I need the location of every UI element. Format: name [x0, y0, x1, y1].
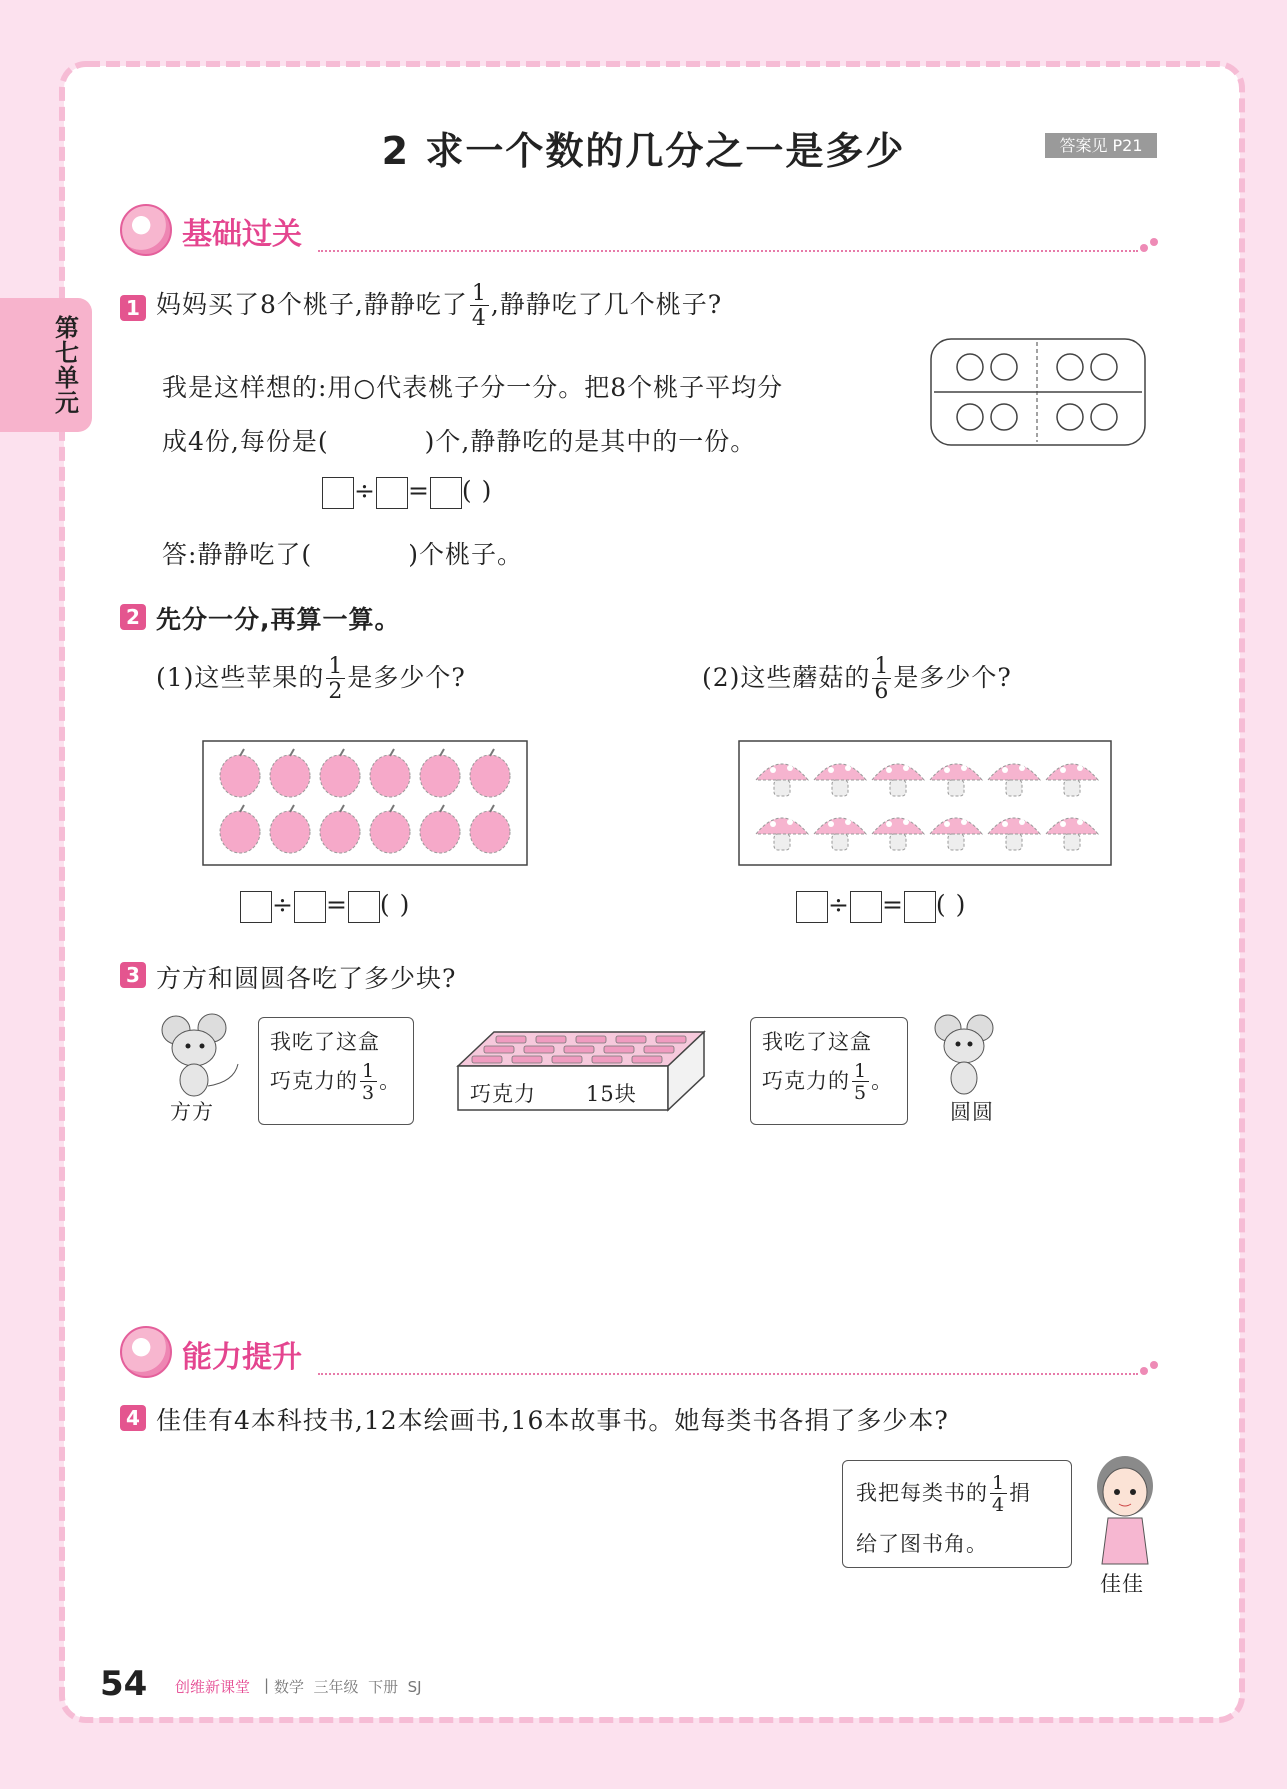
- q1-equation: [322, 476, 492, 509]
- equals-sign: =: [325, 890, 348, 919]
- question-number: 2: [120, 604, 146, 630]
- q2-part-2: [702, 656, 1012, 703]
- question-number: 3: [120, 962, 146, 988]
- numerator: 1: [992, 1472, 1006, 1494]
- chocolate-piece: [576, 1036, 606, 1043]
- footer-brand: 创维新课堂: [175, 1678, 251, 1696]
- unit-blank[interactable]: ( ): [379, 890, 411, 919]
- section-basic-title: 基础过关: [182, 217, 302, 252]
- bubble-line-1: [856, 1474, 1031, 1515]
- bubble-line-2: [270, 1062, 401, 1103]
- dot-icon: [1140, 1367, 1148, 1375]
- mascot-icon: [120, 1326, 172, 1378]
- dot-icon: [1150, 1361, 1158, 1369]
- section-divider: [318, 250, 1138, 252]
- peach-grid-diagram: [930, 338, 1146, 446]
- answer-box[interactable]: [850, 891, 882, 923]
- fraction: [852, 1062, 869, 1103]
- answer-box[interactable]: [348, 891, 380, 923]
- chocolate-count: 15块: [586, 1082, 637, 1106]
- q1-answer-b: )个桃子。: [408, 540, 523, 569]
- denominator: 4: [992, 1494, 1006, 1516]
- chocolate-piece: [616, 1036, 646, 1043]
- dot-icon: [1140, 244, 1148, 252]
- chocolate-piece: [552, 1056, 582, 1063]
- fraction: [360, 1062, 377, 1103]
- q1-thinking-line-2: [162, 422, 756, 458]
- unit-blank[interactable]: ( ): [461, 476, 493, 505]
- section-advanced-title: 能力提升: [182, 1340, 302, 1375]
- fraction: [470, 283, 489, 330]
- divide-sign: ÷: [828, 890, 850, 919]
- girl-jiajia-icon: [1090, 1452, 1160, 1568]
- bubble-end: 。: [379, 1069, 402, 1093]
- chocolate-piece: [644, 1046, 674, 1053]
- q1-answer-line: [162, 535, 523, 571]
- bubble-text: 巧克力的: [270, 1069, 358, 1093]
- character-name: 方方: [170, 1100, 214, 1124]
- question-number: 4: [120, 1405, 146, 1431]
- bubble-end: 。: [871, 1069, 894, 1093]
- question-2-title: 先分一分,再算一算。: [156, 605, 401, 634]
- fraction: [326, 656, 345, 703]
- chocolate-piece: [592, 1056, 622, 1063]
- q1-thinking-line-1: 我是这样想的:用○代表桃子分一分。把8个桃子平均分: [162, 373, 784, 402]
- q2-p1-a: (1)这些苹果的: [156, 663, 325, 692]
- q2-p2-a: (2)这些蘑菇的: [702, 663, 871, 692]
- numerator: 1: [874, 654, 890, 679]
- character-name: 圆圆: [950, 1100, 994, 1124]
- answer-box[interactable]: [240, 891, 272, 923]
- bubble-line-2: 给了图书角。: [856, 1532, 988, 1556]
- bubble-line-1: 我吃了这盒: [762, 1030, 872, 1054]
- chocolate-piece: [484, 1046, 514, 1053]
- fraction: [872, 656, 891, 703]
- answer-box[interactable]: [376, 477, 408, 509]
- answer-box[interactable]: [294, 891, 326, 923]
- footer-info: 数学 三年级 下册 SJ: [274, 1678, 422, 1696]
- character-name: 佳佳: [1100, 1572, 1144, 1596]
- bubble-line-2: [762, 1062, 893, 1103]
- numerator: 1: [362, 1060, 376, 1082]
- q1-answer-a: 答:静静吃了(: [162, 540, 313, 569]
- fraction: [990, 1474, 1007, 1515]
- page-number: 54: [100, 1664, 148, 1704]
- denominator: 5: [854, 1082, 868, 1104]
- denominator: 4: [471, 306, 487, 331]
- divide-sign: ÷: [272, 890, 294, 919]
- q1-text-b: ,静静吃了几个桃子?: [490, 290, 723, 319]
- question-number: 1: [120, 295, 146, 321]
- mouse-fangfang-icon: [158, 1012, 244, 1102]
- chocolate-piece: [604, 1046, 634, 1053]
- q1-text-a: 妈妈买了8个桃子,静静吃了: [156, 290, 468, 319]
- page-title: 2 求一个数的几分之一是多少: [381, 129, 906, 173]
- numerator: 1: [854, 1060, 868, 1082]
- mascot-icon: [120, 204, 172, 256]
- q2-p1-b: 是多少个?: [347, 663, 466, 692]
- equals-sign: =: [881, 890, 904, 919]
- footer-divider: |: [264, 1676, 270, 1694]
- question-4-text: 佳佳有4本科技书,12本绘画书,16本故事书。她每类书各捐了多少本?: [156, 1406, 949, 1435]
- question-3-title: 方方和圆圆各吃了多少块?: [156, 964, 457, 993]
- chocolate-piece: [632, 1056, 662, 1063]
- bubble-text: 巧克力的: [762, 1069, 850, 1093]
- q1-think-b2: )个,静静吃的是其中的一份。: [424, 427, 757, 456]
- numerator: 1: [471, 281, 487, 306]
- section-divider: [318, 1373, 1138, 1375]
- equals-sign: =: [407, 476, 430, 505]
- answer-box[interactable]: [904, 891, 936, 923]
- bubble-text: 我把每类书的: [856, 1481, 988, 1505]
- q2-part-1: [156, 656, 466, 703]
- chocolate-piece: [512, 1056, 542, 1063]
- mushrooms-diagram: [738, 740, 1112, 866]
- q1-think-b: 成4份,每份是(: [162, 427, 329, 456]
- question-1-text: [156, 283, 722, 330]
- dot-icon: [1150, 238, 1158, 246]
- q2-p2-b: 是多少个?: [893, 663, 1012, 692]
- denominator: 3: [362, 1082, 376, 1104]
- q2-equation-1: [240, 890, 410, 923]
- divide-sign: ÷: [354, 476, 376, 505]
- chocolate-piece: [496, 1036, 526, 1043]
- answer-box[interactable]: [796, 891, 828, 923]
- denominator: 2: [328, 679, 344, 704]
- answer-reference-badge: 答案见 P21: [1045, 133, 1157, 158]
- chocolate-piece: [656, 1036, 686, 1043]
- answer-box[interactable]: [322, 477, 354, 509]
- unit-tab-label: 第七单元: [55, 314, 79, 417]
- q2-equation-2: [796, 890, 966, 923]
- chocolate-piece: [524, 1046, 554, 1053]
- chocolate-label: 巧克力: [470, 1082, 536, 1106]
- denominator: 6: [874, 679, 890, 704]
- apples-diagram: [202, 740, 528, 866]
- numerator: 1: [328, 654, 344, 679]
- mouse-yuanyuan-icon: [930, 1012, 1010, 1098]
- answer-box[interactable]: [430, 477, 462, 509]
- bubble-text: 捐: [1009, 1481, 1032, 1505]
- bubble-line-1: 我吃了这盒: [270, 1030, 380, 1054]
- chocolate-piece: [564, 1046, 594, 1053]
- chocolate-piece: [536, 1036, 566, 1043]
- unit-blank[interactable]: ( ): [935, 890, 967, 919]
- chocolate-piece: [472, 1056, 502, 1063]
